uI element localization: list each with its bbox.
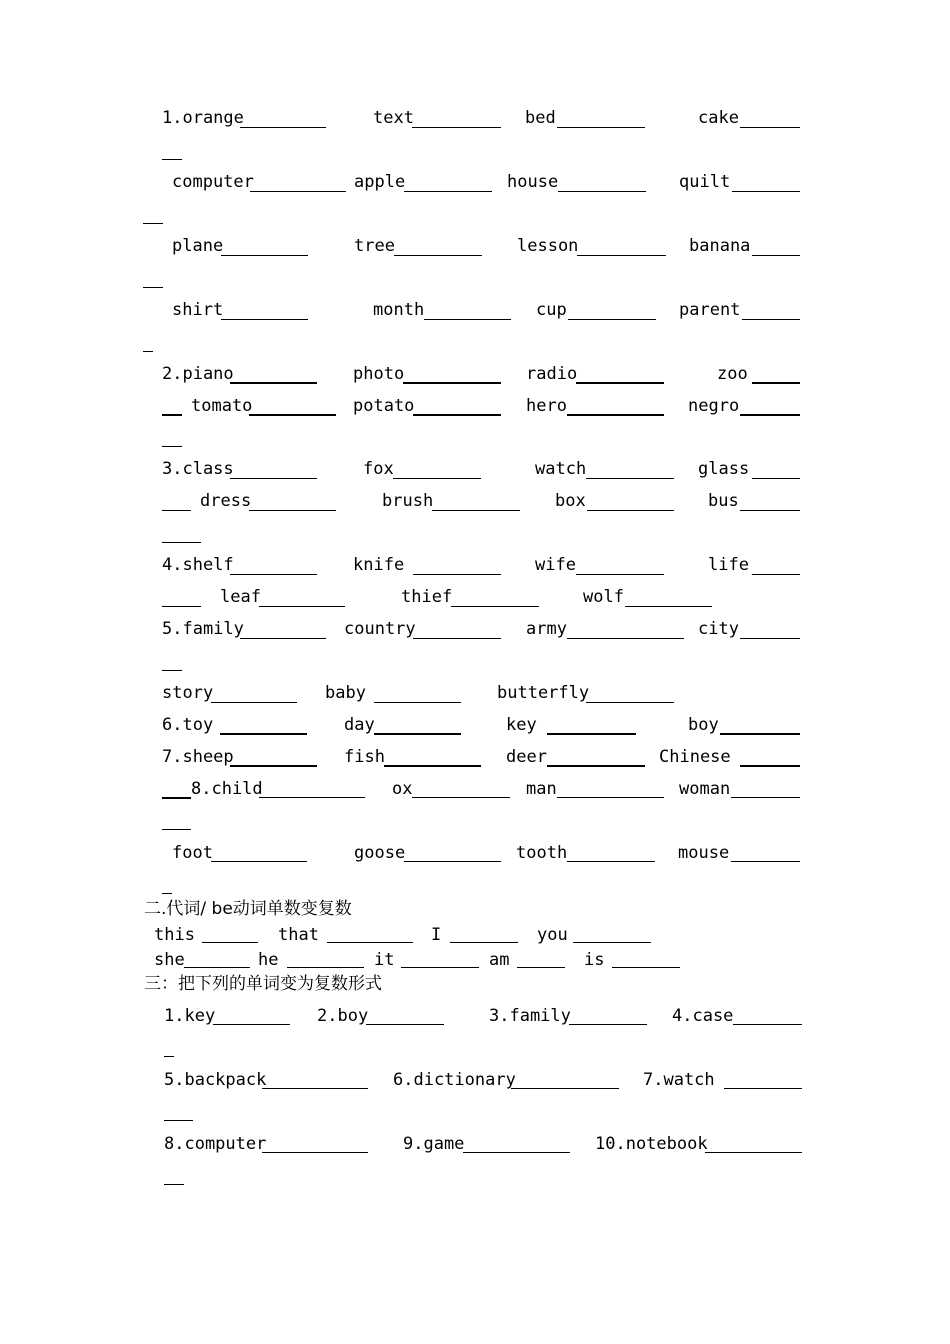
- word-tooth: tooth: [516, 843, 568, 863]
- word-key-3: 1.key: [164, 1006, 216, 1026]
- pronoun-that: that: [278, 925, 319, 945]
- answer-blank[interactable]: [404, 861, 501, 862]
- word-family-3: 3.family: [489, 1006, 571, 1026]
- answer-blank[interactable]: [567, 861, 655, 862]
- answer-blank[interactable]: [705, 1152, 802, 1153]
- answer-blank[interactable]: [752, 574, 800, 575]
- answer-blank-continued[interactable]: [162, 797, 191, 799]
- answer-blank[interactable]: [576, 574, 664, 575]
- answer-blank[interactable]: [413, 638, 501, 639]
- word-thief: thief: [401, 587, 453, 607]
- answer-blank-continued[interactable]: [162, 606, 201, 607]
- answer-blank[interactable]: [384, 765, 481, 767]
- pronoun-i: I: [431, 925, 442, 945]
- word-foot: foot: [172, 843, 213, 863]
- verb-is: is: [584, 950, 605, 970]
- word-story: story: [162, 683, 214, 703]
- answer-blank[interactable]: [569, 1024, 647, 1025]
- section-2-heading: 二.代词/ be动词单数变复数: [144, 899, 352, 919]
- word-man: man: [526, 779, 557, 799]
- answer-blank[interactable]: [586, 702, 674, 703]
- answer-blank[interactable]: [249, 414, 336, 416]
- word-month: month: [373, 300, 425, 320]
- answer-blank-continued[interactable]: [164, 1184, 184, 1185]
- word-country: country: [344, 619, 416, 639]
- answer-blank[interactable]: [230, 382, 317, 384]
- word-plane: plane: [172, 236, 224, 256]
- answer-blank[interactable]: [412, 797, 510, 798]
- answer-blank[interactable]: [262, 1088, 368, 1089]
- word-family: 5.family: [162, 619, 244, 639]
- answer-blank[interactable]: [558, 191, 646, 192]
- answer-blank[interactable]: [413, 574, 501, 575]
- answer-blank[interactable]: [557, 797, 664, 798]
- answer-blank[interactable]: [740, 414, 800, 416]
- word-banana: banana: [689, 236, 751, 256]
- answer-blank[interactable]: [573, 942, 651, 943]
- answer-blank[interactable]: [586, 478, 674, 479]
- answer-blank[interactable]: [450, 942, 518, 943]
- word-goose: goose: [354, 843, 406, 863]
- word-child: 8.child: [191, 779, 263, 799]
- word-butterfly: butterfly: [497, 683, 590, 703]
- word-sheep: 7.sheep: [162, 747, 234, 767]
- answer-blank-continued[interactable]: [143, 351, 153, 352]
- answer-blank[interactable]: [327, 942, 413, 943]
- word-key: key: [506, 715, 537, 735]
- word-house: house: [507, 172, 559, 192]
- word-negro: negro: [688, 396, 740, 416]
- answer-blank[interactable]: [576, 382, 664, 384]
- word-potato: potato: [353, 396, 415, 416]
- answer-blank-continued[interactable]: [162, 510, 191, 511]
- answer-blank[interactable]: [432, 510, 520, 511]
- word-brush: brush: [382, 491, 434, 511]
- word-shelf: 4.shelf: [162, 555, 234, 575]
- answer-blank[interactable]: [374, 702, 461, 703]
- answer-blank[interactable]: [221, 255, 308, 256]
- word-cake: cake: [698, 108, 739, 128]
- word-watch-3: 7.watch: [643, 1070, 715, 1090]
- answer-blank[interactable]: [733, 1024, 802, 1025]
- answer-blank[interactable]: [374, 733, 461, 735]
- pronoun-she: she: [154, 950, 185, 970]
- answer-blank[interactable]: [731, 861, 800, 862]
- word-leaf: leaf: [220, 587, 261, 607]
- word-tree: tree: [354, 236, 395, 256]
- answer-blank[interactable]: [511, 1088, 619, 1089]
- word-life: life: [708, 555, 749, 575]
- answer-blank[interactable]: [213, 1024, 290, 1025]
- answer-blank[interactable]: [587, 510, 674, 511]
- answer-blank[interactable]: [612, 967, 680, 968]
- word-ox: ox: [392, 779, 413, 799]
- answer-blank-continued[interactable]: [164, 1056, 174, 1057]
- answer-blank[interactable]: [404, 191, 492, 192]
- answer-blank[interactable]: [752, 382, 800, 384]
- word-knife: knife: [353, 555, 405, 575]
- word-fish: fish: [344, 747, 385, 767]
- answer-blank[interactable]: [752, 255, 800, 256]
- answer-blank[interactable]: [394, 255, 482, 256]
- answer-blank[interactable]: [366, 1024, 444, 1025]
- word-toy: 6.toy: [162, 715, 214, 735]
- word-photo: photo: [353, 364, 405, 384]
- answer-blank[interactable]: [184, 967, 250, 968]
- word-glass: glass: [698, 459, 750, 479]
- section-3-heading: 三：把下列的单词变为复数形式: [144, 974, 382, 994]
- answer-blank[interactable]: [567, 638, 684, 639]
- answer-blank[interactable]: [240, 127, 326, 128]
- word-deer: deer: [506, 747, 547, 767]
- answer-blank-continued[interactable]: [162, 670, 182, 671]
- answer-blank[interactable]: [547, 733, 636, 735]
- answer-blank[interactable]: [202, 942, 258, 943]
- answer-blank[interactable]: [413, 414, 501, 416]
- word-baby: baby: [325, 683, 366, 703]
- pronoun-it: it: [374, 950, 395, 970]
- answer-blank[interactable]: [220, 733, 307, 735]
- word-radio: radio: [526, 364, 578, 384]
- answer-blank[interactable]: [625, 606, 712, 607]
- word-bed: bed: [525, 108, 556, 128]
- word-woman: woman: [679, 779, 731, 799]
- answer-blank[interactable]: [287, 967, 364, 968]
- answer-blank[interactable]: [740, 765, 800, 767]
- answer-blank[interactable]: [259, 797, 365, 798]
- word-shirt: shirt: [172, 300, 224, 320]
- word-box: box: [555, 491, 586, 511]
- answer-blank[interactable]: [724, 1088, 802, 1089]
- word-wolf: wolf: [583, 587, 624, 607]
- answer-blank[interactable]: [557, 127, 645, 128]
- word-class: 3.class: [162, 459, 234, 479]
- word-cup: cup: [536, 300, 567, 320]
- answer-blank[interactable]: [401, 967, 479, 968]
- answer-blank[interactable]: [424, 319, 511, 320]
- answer-blank-continued[interactable]: [162, 829, 191, 830]
- word-dress: dress: [200, 491, 252, 511]
- answer-blank[interactable]: [732, 191, 800, 192]
- answer-blank[interactable]: [393, 478, 481, 479]
- answer-blank[interactable]: [740, 510, 800, 511]
- word-boy: boy: [688, 715, 719, 735]
- verb-am: am: [489, 950, 510, 970]
- word-chinese: Chinese: [659, 747, 731, 767]
- word-case-3: 4.case: [672, 1006, 734, 1026]
- answer-blank-continued[interactable]: [164, 1120, 193, 1121]
- pronoun-this: this: [154, 925, 195, 945]
- word-game: 9.game: [403, 1134, 465, 1154]
- answer-blank[interactable]: [262, 1152, 368, 1153]
- answer-blank[interactable]: [403, 382, 501, 384]
- word-army: army: [526, 619, 567, 639]
- answer-blank-continued[interactable]: [162, 542, 201, 543]
- answer-blank[interactable]: [230, 478, 317, 479]
- pronoun-he: he: [258, 950, 279, 970]
- answer-blank[interactable]: [752, 478, 800, 479]
- word-fox: fox: [363, 459, 394, 479]
- answer-blank[interactable]: [412, 127, 501, 128]
- word-bus: bus: [708, 491, 739, 511]
- answer-blank-continued[interactable]: [143, 287, 163, 288]
- answer-blank[interactable]: [240, 638, 326, 639]
- word-computer: computer: [172, 172, 254, 192]
- word-tomato: tomato: [191, 396, 253, 416]
- answer-blank[interactable]: [211, 702, 297, 703]
- word-boy-3: 2.boy: [317, 1006, 369, 1026]
- answer-blank-continued[interactable]: [143, 223, 163, 224]
- answer-blank[interactable]: [742, 319, 800, 320]
- answer-blank[interactable]: [451, 606, 539, 607]
- word-wife: wife: [535, 555, 576, 575]
- word-watch: watch: [535, 459, 587, 479]
- answer-blank-continued[interactable]: [162, 159, 182, 160]
- word-text: text: [373, 108, 414, 128]
- answer-blank[interactable]: [740, 638, 800, 639]
- answer-blank[interactable]: [230, 574, 317, 575]
- answer-blank[interactable]: [250, 191, 346, 192]
- word-mouse: mouse: [678, 843, 730, 863]
- answer-blank[interactable]: [547, 765, 645, 767]
- word-piano: 2.piano: [162, 364, 234, 384]
- answer-blank[interactable]: [259, 606, 345, 607]
- answer-blank-continued[interactable]: [162, 893, 172, 894]
- word-parent: parent: [679, 300, 741, 320]
- word-notebook: 10.notebook: [595, 1134, 708, 1154]
- answer-blank[interactable]: [740, 127, 800, 128]
- word-city: city: [698, 619, 739, 639]
- answer-blank[interactable]: [567, 414, 664, 416]
- answer-blank[interactable]: [568, 319, 656, 320]
- word-orange: 1.orange: [162, 108, 244, 128]
- answer-blank[interactable]: [517, 967, 565, 968]
- answer-blank-continued[interactable]: [162, 446, 182, 447]
- word-computer-3: 8.computer: [164, 1134, 267, 1154]
- answer-blank[interactable]: [463, 1152, 570, 1153]
- answer-blank[interactable]: [249, 510, 336, 511]
- word-hero: hero: [526, 396, 567, 416]
- answer-blank-continued[interactable]: [162, 414, 182, 416]
- answer-blank[interactable]: [211, 861, 307, 862]
- word-lesson: lesson: [517, 236, 579, 256]
- answer-blank[interactable]: [230, 765, 317, 767]
- pronoun-you: you: [537, 925, 568, 945]
- word-dictionary: 6.dictionary: [393, 1070, 516, 1090]
- word-day: day: [344, 715, 375, 735]
- answer-blank[interactable]: [221, 319, 308, 320]
- word-zoo: zoo: [717, 364, 748, 384]
- word-backpack: 5.backpack: [164, 1070, 267, 1090]
- word-apple: apple: [354, 172, 406, 192]
- word-quilt: quilt: [679, 172, 731, 192]
- answer-blank[interactable]: [720, 733, 800, 735]
- answer-blank[interactable]: [731, 797, 800, 798]
- answer-blank[interactable]: [577, 255, 666, 256]
